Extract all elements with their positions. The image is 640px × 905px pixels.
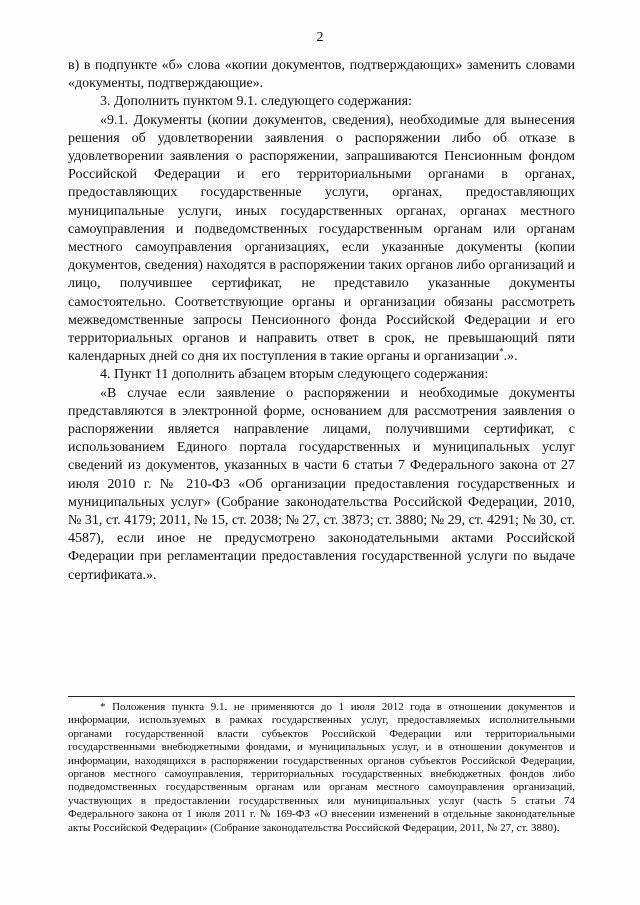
paragraph-item-3: 3. Дополнить пунктом 9.1. следующего содержания: xyxy=(100,94,413,110)
paragraph-clause-11-second: «В случае если заявление о распоряжении и необходимые документы представляются в электронной форме, основанием для рассмотрения заявления о распоряжении является направление лицами, получившими сертификат, с использованием Единого портала государственных и муниципальных услуг сведений из документов, указанных в части 6 статьи 7 Федерального закона от 27 июля 2010 г. № 210-ФЗ «Об организации предоставления государственных и муниципальных услуг» (Собрание законодательства Российской Федерации, 2010, № 31, ст. 4179; 2011, № 15, ст. 2038; № 27, ст. 3873; ст. 3880; № 29, ст. 4291; № 30, ст. 4587), если иное не предусмотрено законодательными актами Российской Федерации при регламентации предоставления государственной услуги по выдаче сертификата.». xyxy=(68,385,575,583)
footnote xyxy=(68,701,575,835)
clause-9-1-closing: .». xyxy=(503,349,518,365)
footnote-mark: * xyxy=(100,701,106,713)
footnote-separator xyxy=(68,696,575,697)
paragraph-clause-9-1 xyxy=(68,112,575,367)
document-body xyxy=(68,57,575,585)
paragraph-item-4: 4. Пункт 11 дополнить абзацем вторым следующего содержания: xyxy=(100,367,489,383)
clause-9-1-text: «9.1. Документы (копии документов, сведения), необходимые для вынесения решения об удовлетворении заявления о распоряжении либо об отказе в удовлетворении заявления о распоряжении, запрашиваются Пенсионным фондом Российской Федерации и его территориальными органами в органах, предоставляющих государственные услуги, органах, предоставляющих муниципальные услуги, иных государственных органах, органах местного самоуправления и подведомственных государственным органам или органам местного самоуправления организациях, если указанные документы (копии документов, сведения) находятся в распоряжении таких органов либо организаций и лицо, получившее сертификат, не представило указанные документы самостоятельно. Соответствующие органы и организации обязаны рассмотреть межведомственные запросы Пенсионного фонда Российской Федерации и его территориальных органов и направить ответ в срок, не превышающий пяти календарных дней со дня их поступления в такие органы и организации xyxy=(68,112,575,365)
page-number: 2 xyxy=(316,30,324,45)
footnote-reference-mark: * xyxy=(499,346,504,357)
paragraph-amendment-v: в) в подпункте «б» слова «копии документов, подтверждающих» заменить словами «документы, подтверждающие». xyxy=(68,58,575,92)
footnote-text: Положения пункта 9.1. не применяются до 1 июля 2012 года в отношении документов и информации, используемых в рамках государственных услуг, предоставляемых исполнительными органами государственной власти субъектов Российской Федерации или территориальными государственными внебюджетными фондами, и муниципальных услуг, и в отношении документов и информации, находящихся в распоряжении государственных органов субъектов Российской Федерации, органов местного самоуправления, территориальных государственных внебюджетных фондов либо подведомственных государственным органам или органам местного самоуправления организаций, участвующих в предоставлении государственных или муниципальных услуг (часть 5 статьи 74 Федерального закона от 1 июля 2011 г. № 169-ФЗ «О внесении изменений в отдельные законодательные акты Российской Федерации» (Собрание законодательства Российской Федерации, 2011, № 27, ст. 3880). xyxy=(68,701,575,834)
footnote-section xyxy=(68,701,575,835)
